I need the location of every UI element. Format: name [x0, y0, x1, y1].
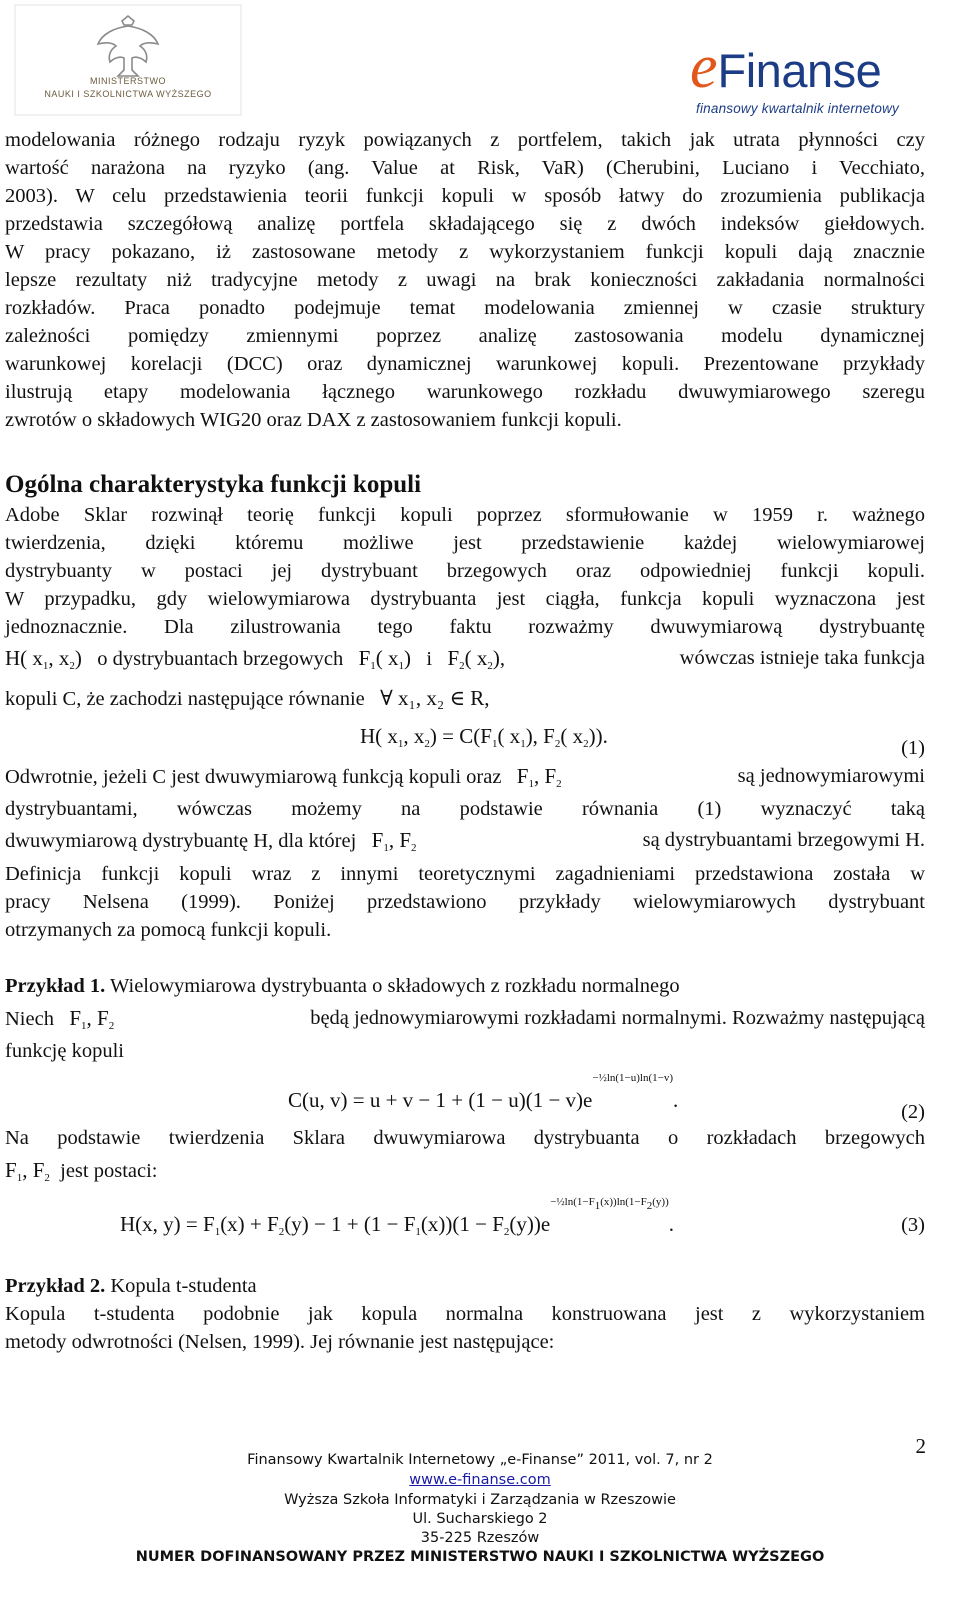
intro-line: lepsze rezultaty niż tradycyjne metody z uwagi na brak konieczności zakładania normalności: [5, 269, 925, 291]
body-line: Na podstawie twierdzenia Sklara dwuwymiarowa dystrybuanta o rozkładach brzegowych: [5, 1127, 925, 1149]
formula-f1-f2: $F_1$, $F_2$: [371, 828, 417, 854]
text-fragment: są jednowymiarowymi: [737, 765, 925, 787]
text-fragment: będą jednowymiarowymi rozkładami normalnymi. Rozważmy następującą: [310, 1007, 925, 1029]
section-heading: Ogólna charakterystyka funkcji kopuli: [5, 471, 422, 498]
footer-street: Ul. Sucharskiego 2: [412, 1511, 548, 1527]
intro-line: 2003). W celu przedstawienia teorii funkcji kopuli w sposób łatwy do zrozumienia publikacja: [5, 185, 925, 207]
formula-f1-f2: $F_1$, $F_2$: [5, 1158, 50, 1184]
footer-website: [0, 1472, 960, 1488]
page-number: 2: [915, 1434, 926, 1458]
text-fragment: są dystrybuantami brzegowymi H.: [642, 829, 925, 851]
body-line: Kopula t-studenta podobnie jak kopula normalna konstruowana jest z wykorzystaniem: [5, 1303, 925, 1325]
equation-1-number: (1): [901, 737, 925, 759]
formula-f1-f2: $F_1$, $F_2$: [516, 764, 562, 790]
example-title: Wielowymiarowa dystrybuanta o składowych z rozkładu normalnego: [105, 975, 680, 997]
body-line: funkcję kopuli: [5, 1040, 124, 1062]
formula-f1: $F_1$( $x_1$): [358, 646, 412, 672]
intro-line: wartość narażona na ryzyko (ang. Value at Risk, VaR) (Cherubini, Luciano i Vecchiato,: [5, 157, 925, 179]
ministry-line2: NAUKI I SZKOLNICTWA WYŻSZEGO: [44, 89, 212, 99]
body-line: [5, 1008, 925, 1032]
formula-f1-f2: $F_1$, $F_2$: [69, 1006, 115, 1032]
equation-2-number: (2): [901, 1101, 925, 1123]
footer-funding: NUMER DOFINANSOWANY PRZEZ MINISTERSTWO NAUKI I SZKOLNICTWA WYŻSZEGO: [135, 1549, 825, 1565]
section-line: Adobe Sklar rozwinął teorię funkcji kopuli poprzez sformułowanie w 1959 r. ważnego: [5, 504, 925, 526]
text-fragment: Niech: [5, 1008, 54, 1030]
section-line: twierdzenia, dzięki któremu możliwe jest przedstawienie każdej wielowymiarowej: [5, 532, 925, 554]
intro-line: rozkładów. Praca ponadto podejmuje temat modelowania zmiennej w czasie struktury: [5, 297, 925, 319]
efinanse-logo: [690, 33, 940, 124]
formula-forall: ∀ x₁, x₂ ∈ R,: [380, 686, 490, 710]
example-label: Przykład 2.: [5, 1275, 106, 1297]
ministry-line1: MINISTERSTWO: [90, 76, 166, 86]
intro-line: zależności pomiędzy zmiennymi poprzez analizę zastosowania modelu dynamicznej: [5, 325, 925, 347]
body-line: [5, 830, 925, 854]
body-line: [5, 766, 925, 790]
equation-3-number: (3): [901, 1214, 925, 1236]
equation-3: H(x, $y) = F_1(x) + F_2(y) - 1 + (1 - F_1(x))(1 - F_2(y))e^{-\frac{1}{2}ln(1-F_1(x))ln(1-F_2(y))}$.: [120, 1196, 674, 1238]
brand-tagline: finansowy kwartalnik internetowy: [696, 101, 899, 116]
website-link[interactable]: www.e-finanse.com: [409, 1472, 551, 1488]
intro-line: warunkowej korelacji (DCC) oraz dynamicznej warunkowej kopuli. Prezentowane przykłady: [5, 353, 925, 375]
footer-school: Wyższa Szkoła Informatyki i Zarządzania w Rzeszowie: [284, 1492, 676, 1508]
section-line: jednoznacznie. Dla zilustrowania tego faktu rozważmy dwuwymiarową dystrybuantę: [5, 616, 925, 638]
text-fragment: kopuli C, że zachodzi następujące równanie: [5, 688, 365, 710]
equation-2: C(u, $v) = u + v - 1 + (1 - u)(1 - v)e^{-\frac{1}{2}ln(1-u)ln(1-v)}$.: [288, 1072, 679, 1112]
body-line: dystrybuantami, wówczas możemy na podstawie równania (1) wyznaczyć taką: [5, 798, 925, 820]
example-2-heading: [5, 1276, 257, 1297]
equation-1: H( $x_1$, $x_2) = C(F_1$( $x_1$), $F_2$( $x_2$)).: [360, 724, 608, 750]
body-line: Definicja funkcji kopuli wraz z innymi teoretycznymi zagadnieniami przedstawiona została w: [5, 863, 925, 885]
body-line: [5, 1160, 157, 1184]
text-fragment: Odwrotnie, jeżeli C jest dwuwymiarową funkcją kopuli oraz: [5, 766, 502, 788]
body-line: otrzymanych za pomocą funkcji kopuli.: [5, 919, 332, 941]
brand-name: Finanse: [717, 44, 882, 97]
footer-journal: Finansowy Kwartalnik Internetowy „e-Finanse” 2011, vol. 7, nr 2: [247, 1452, 713, 1468]
intro-line: zwrotów o składowych WIG20 oraz DAX z zastosowaniem funkcji kopuli.: [5, 409, 622, 431]
formula-f2: $F_2$( $x_2$): [447, 646, 500, 672]
body-line: metody odwrotności (Nelsen, 1999). Jej równanie jest następujące:: [5, 1331, 555, 1353]
h-definition-line: H( $x_1$, $x_2$) o dystrybuantach brzegowych $F_1$( $x_1$) i $F_2$( $x_2$), wówczas istnieje taka funkcja: [5, 646, 925, 672]
copula-condition-line: [5, 688, 490, 710]
formula-h: H( $x_1$, $x_2$): [5, 646, 82, 672]
eagle-emblem-icon: [14, 4, 242, 116]
text-fragment: o dystrybuantach brzegowych: [97, 648, 344, 670]
brand-e: e: [690, 33, 718, 101]
section-line: dystrybuanty w postaci jej dystrybuant brzegowych oraz odpowiedniej funkcji kopuli.: [5, 560, 925, 582]
intro-line: przedstawia szczegółową analizę portfela składającego się z dwóch indeksów giełdowych.: [5, 213, 925, 235]
example-label: Przykład 1.: [5, 975, 106, 997]
ministry-logo: [14, 4, 242, 116]
section-line: W przypadku, gdy wielowymiarowa dystrybuanta jest ciągła, funkcja kopuli wyznaczona jest: [5, 588, 925, 610]
intro-line: W pracy pokazano, iż zastosowane metody z wykorzystaniem funkcji kopuli dają znacznie: [5, 241, 925, 263]
body-line: pracy Nelsena (1999). Poniżej przedstawiono przykłady wielowymiarowych dystrybuant: [5, 891, 925, 913]
footer-city: 35-225 Rzeszów: [420, 1530, 540, 1546]
example-title: Kopula t-studenta: [105, 1275, 257, 1297]
text-fragment: dwuwymiarową dystrybuantę H, dla której: [5, 830, 357, 852]
text-fragment: jest postaci:: [60, 1160, 158, 1182]
intro-line: modelowania różnego rodzaju ryzyk powiązanych z portfelem, takich jak utrata płynności czy: [5, 129, 925, 151]
intro-line: ilustrują etapy modelowania łącznego warunkowego rozkładu dwuwymiarowego szeregu: [5, 381, 925, 403]
text-fragment: i: [426, 648, 433, 670]
example-1-heading: [5, 976, 680, 997]
text-fragment: wówczas istnieje taka funkcja: [679, 647, 925, 669]
